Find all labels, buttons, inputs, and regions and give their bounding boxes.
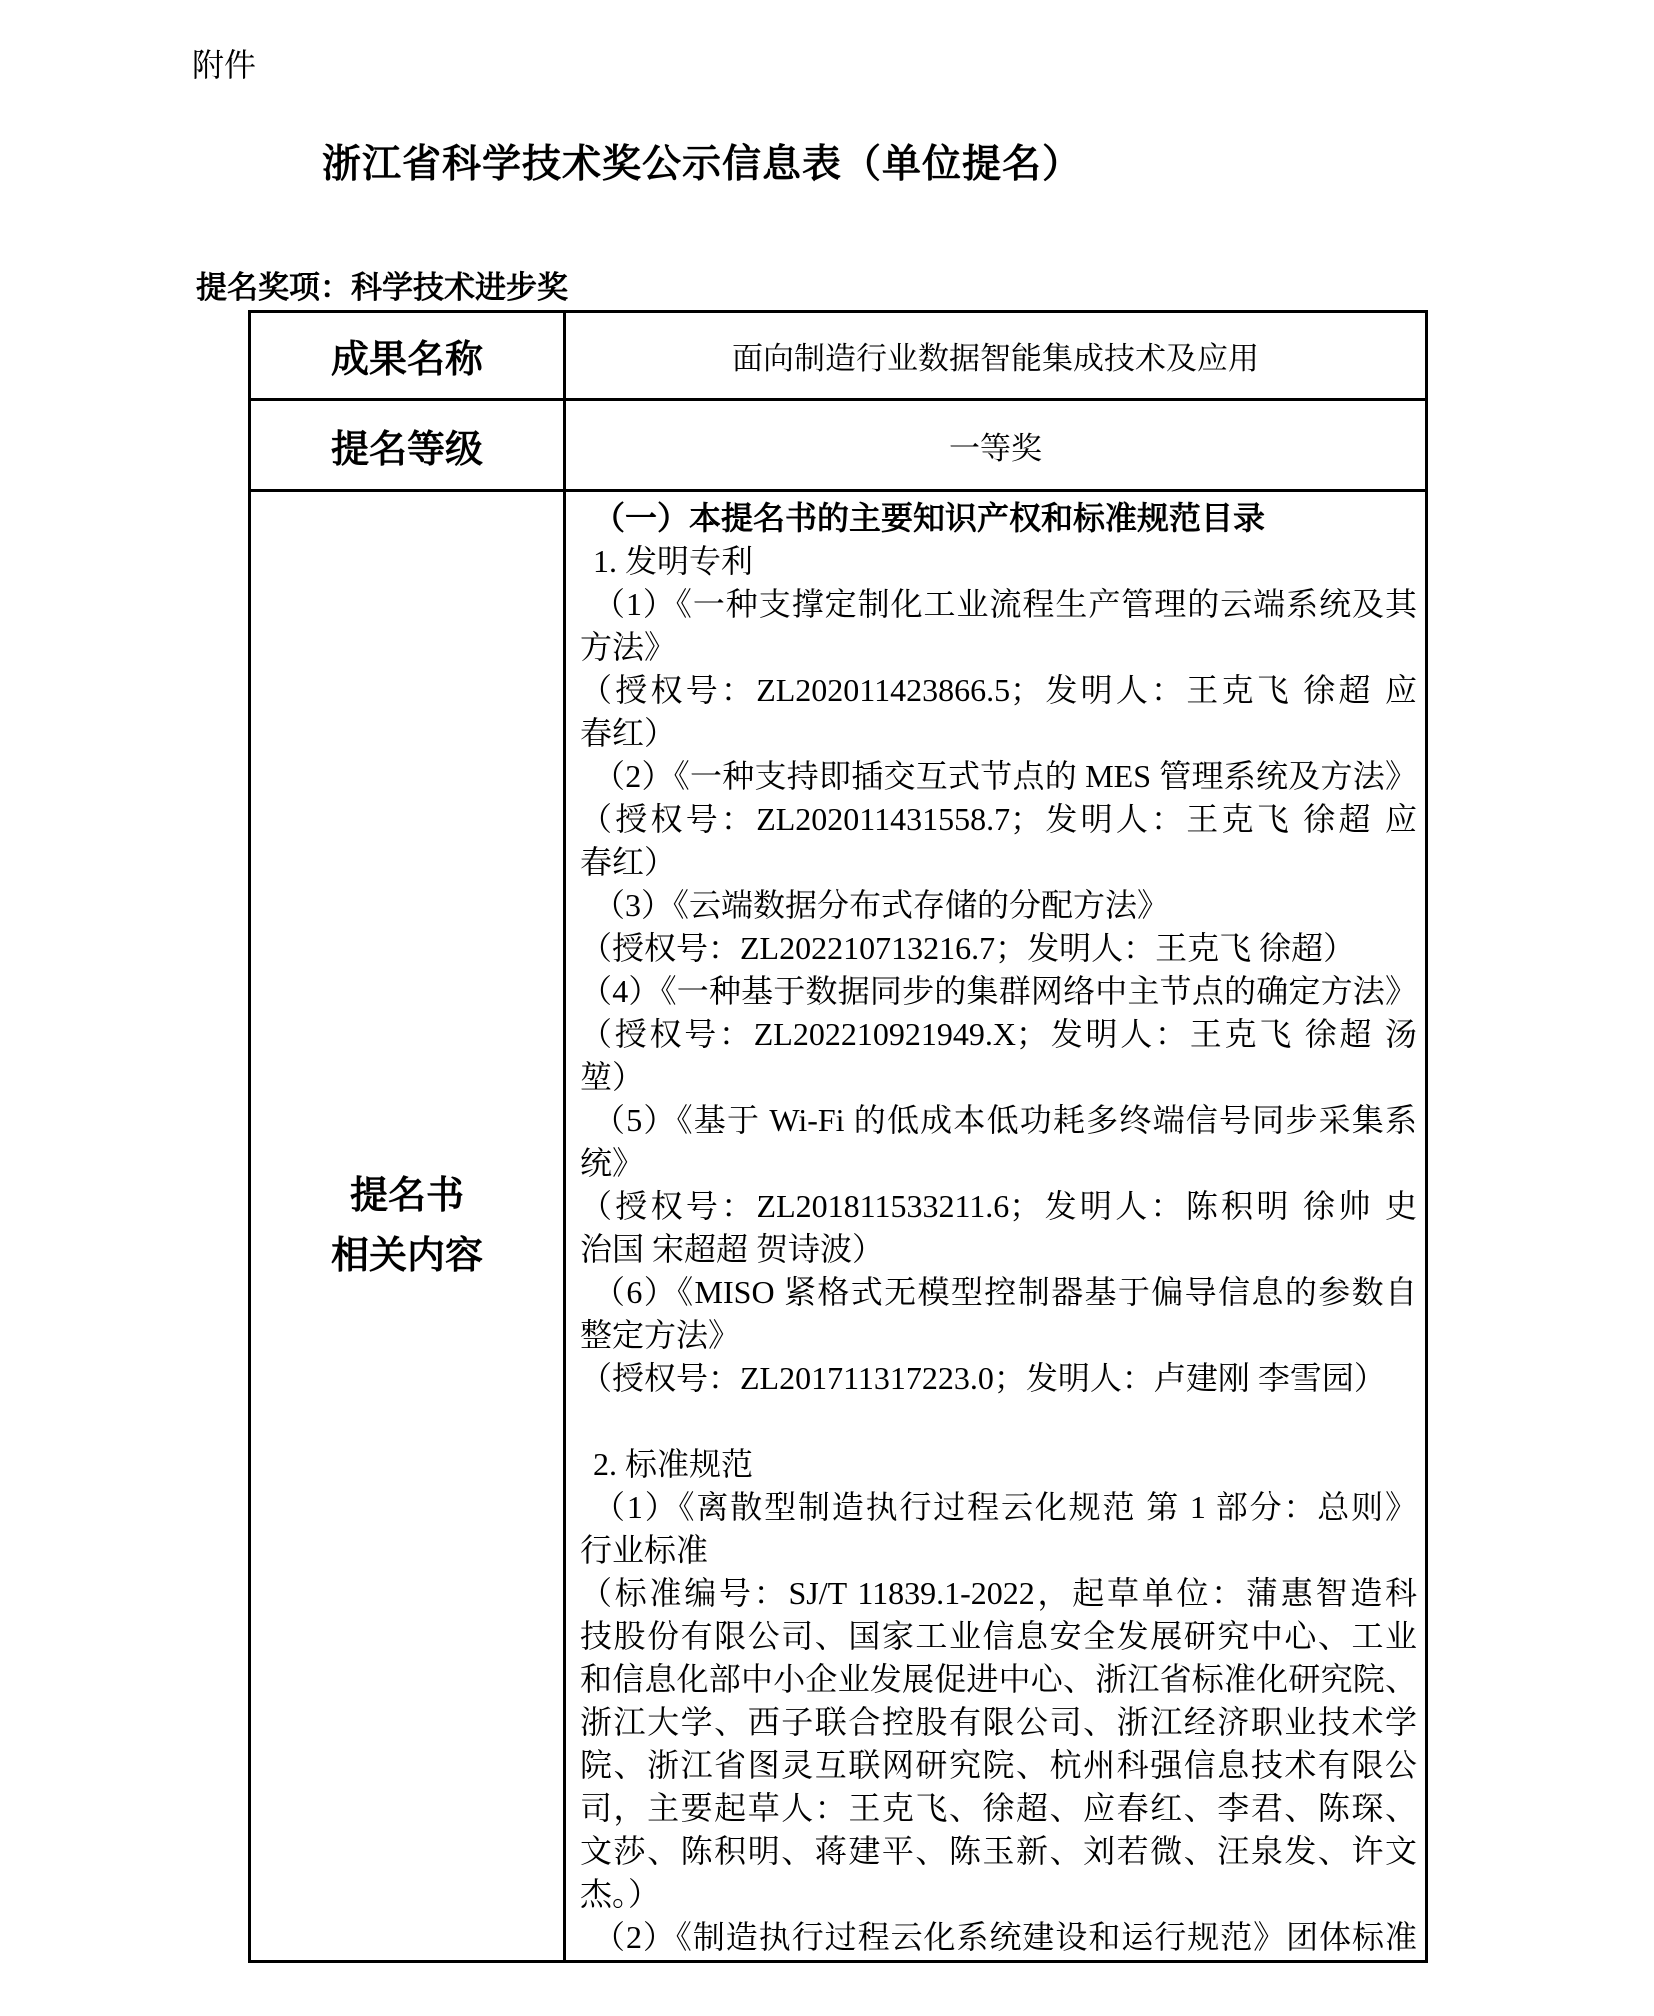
content-line: （1）《一种支撑定制化工业流程生产管理的云端系统及其 <box>593 586 1417 622</box>
content-line: 统》 <box>580 1145 645 1181</box>
content-line: （4）《一种基于数据同步的集群网络中主节点的确定方法》 <box>580 973 1417 1009</box>
content-line: （2）《一种支持即插交互式节点的 MES 管理系统及方法》 <box>593 758 1417 794</box>
content-line: （5）《基于 Wi-Fi 的低成本低功耗多终端信号同步采集系 <box>593 1102 1417 1138</box>
content-line: （2）《制造执行过程云化系统建设和运行规范》团体标准 <box>593 1919 1417 1955</box>
result-name-label: 成果名称 <box>251 313 566 398</box>
content-line: 浙江大学、西子联合控股有限公司、浙江经济职业技术学 <box>580 1704 1417 1740</box>
content-line: 整定方法》 <box>580 1317 741 1353</box>
content-line: 治国 宋超超 贺诗波） <box>580 1231 885 1267</box>
table-row-result-name <box>251 313 1425 398</box>
content-line: （3）《云端数据分布式存储的分配方法》 <box>593 887 1170 923</box>
content-line: 文莎、陈积明、蒋建平、陈玉新、刘若微、汪泉发、许文 <box>580 1833 1417 1869</box>
content-line: 行业标准 <box>580 1532 709 1568</box>
content-line: （授权号：ZL202011431558.7；发明人：王克飞 徐超 应 <box>580 801 1417 837</box>
table-row-nomination-grade <box>251 398 1425 489</box>
content-line: （授权号：ZL202011423866.5；发明人：王克飞 徐超 应 <box>580 672 1417 708</box>
content-line: （授权号：ZL202210921949.X；发明人：王克飞 徐超 汤 <box>580 1016 1417 1052</box>
content-blank-line <box>580 1400 1417 1443</box>
nomination-content-cell <box>566 492 1425 1960</box>
content-line: （授权号：ZL201711317223.0；发明人：卢建刚 李雪园） <box>580 1360 1386 1396</box>
content-line: 堃） <box>580 1059 645 1095</box>
result-name-value: 面向制造行业数据智能集成技术及应用 <box>732 341 1259 376</box>
page-title: 浙江省科学技术奖公示信息表（单位提名） <box>322 143 1083 186</box>
content-line: 院、浙江省图灵互联网研究院、杭州科强信息技术有限公 <box>580 1747 1417 1783</box>
content-line: （授权号：ZL201811533211.6；发明人：陈积明 徐帅 史 <box>580 1188 1417 1224</box>
content-line: 方法》 <box>580 629 677 665</box>
content-line: 春红） <box>580 844 677 880</box>
content-line: （标准编号：SJ/T 11839.1-2022，起草单位：蒲惠智造科 <box>580 1575 1417 1611</box>
nomination-content-label-line2: 相关内容 <box>330 1235 483 1277</box>
content-line: 司，主要起草人：王克飞、徐超、应春红、李君、陈琛、 <box>580 1790 1417 1826</box>
table-row-nomination-content <box>251 489 1425 1960</box>
content-line: 1. 发明专利 <box>593 543 754 579</box>
nomination-content-label-line1: 提名书 <box>349 1175 464 1217</box>
info-table <box>248 310 1428 1963</box>
nomination-grade-value: 一等奖 <box>949 430 1042 466</box>
nomination-content-label <box>251 492 566 1960</box>
content-line: （一）本提名书的主要知识产权和标准规范目录 <box>593 500 1266 536</box>
content-line: 和信息化部中小企业发展促进中心、浙江省标准化研究院、 <box>580 1661 1417 1697</box>
content-line: 技股份有限公司、国家工业信息安全发展研究中心、工业 <box>580 1618 1417 1654</box>
content-line: （6）《MISO 紧格式无模型控制器基于偏导信息的参数自 <box>593 1274 1417 1310</box>
content-line: 2. 标准规范 <box>593 1446 754 1482</box>
content-line: （1）《离散型制造执行过程云化规范 第 1 部分：总则》 <box>593 1489 1417 1525</box>
attachment-label: 附件 <box>192 47 257 83</box>
content-line: 春红） <box>580 715 677 751</box>
award-category-line: 提名奖项：科学技术进步奖 <box>196 270 568 305</box>
nomination-grade-label: 提名等级 <box>251 401 566 489</box>
content-line: 杰。） <box>580 1876 661 1912</box>
content-line: （授权号：ZL202210713216.7；发明人：王克飞 徐超） <box>580 930 1356 966</box>
